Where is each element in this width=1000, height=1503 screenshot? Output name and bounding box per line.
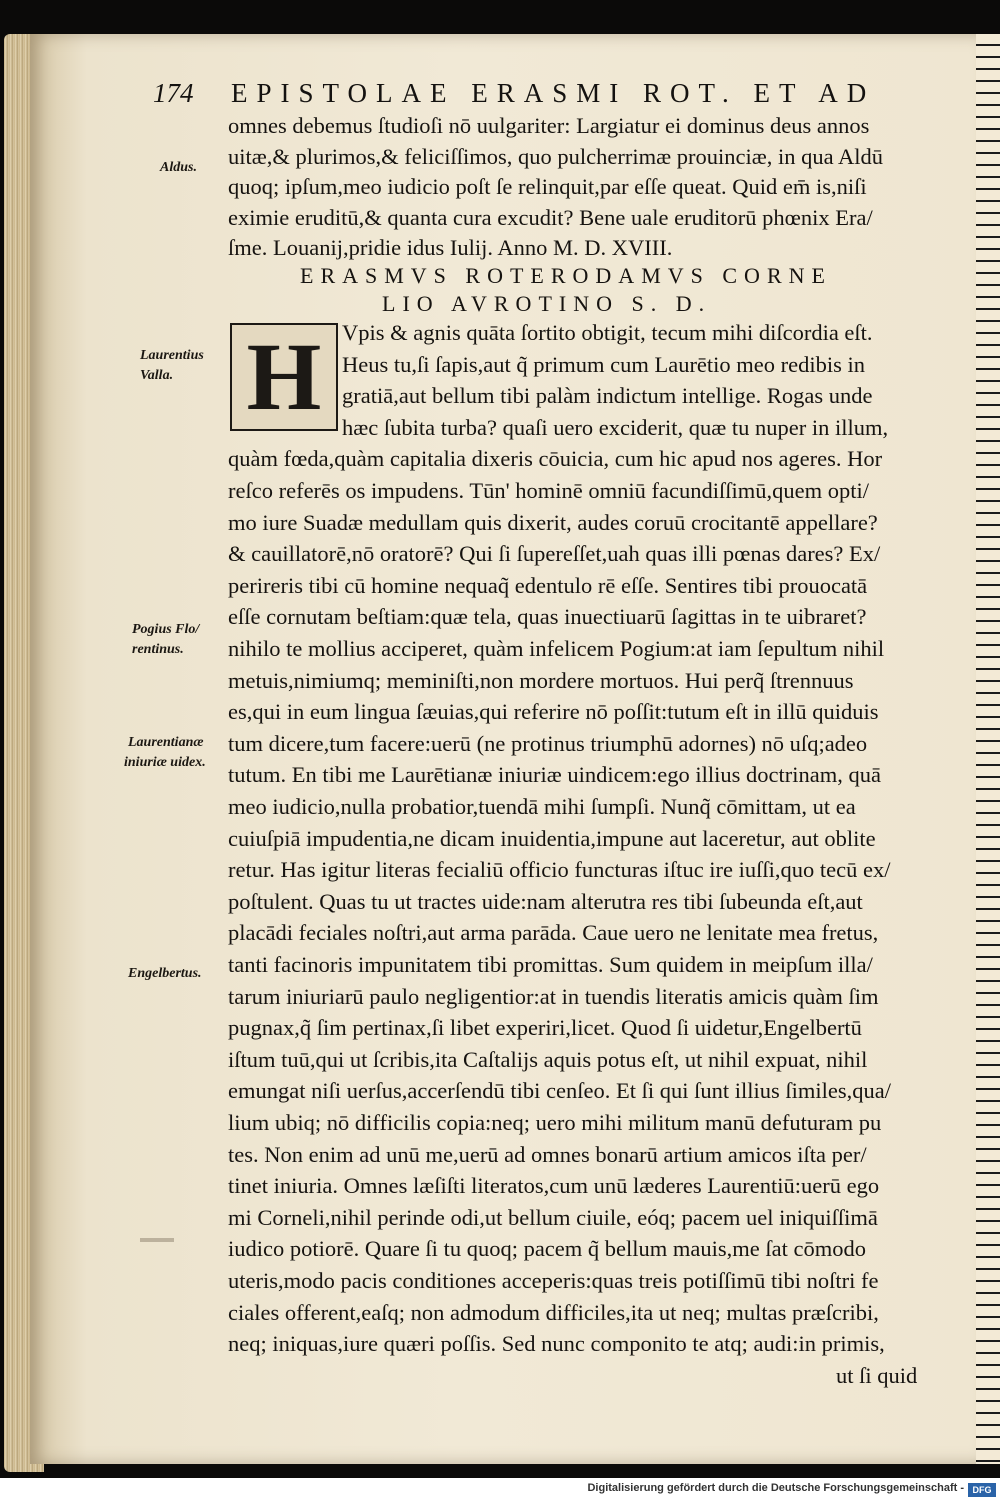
measuring-ruler — [976, 34, 1000, 1464]
running-header — [153, 78, 923, 112]
main-text-line-21: tanti facinoris impunitatem tibi promittas. Sum quidem in meipſum illa/ — [228, 952, 873, 977]
decorated-initial — [230, 323, 338, 431]
main-text-line-10: eſſe cornutam beſtiam:quæ tela, quas inuectiuarū ſagittas in te uibraret? — [228, 604, 867, 630]
main-text-line-31: uteris,modo pacis conditiones acceperis:quas treis potiſſimū tibi noſtri fe — [228, 1268, 879, 1293]
top-text-line-1: omnes debemus ſtudioſi nō uulgariter: Largiatur ei dominus deus annos — [228, 113, 870, 138]
main-text-line-19: poſtulent. Quas tu ut tractes uide:nam alterutra res tibi ſubeunda eſt,aut — [228, 888, 863, 914]
main-text-line-9: perireris tibi cū homine nequaq̃ edentulo rē eſſe. Sentires tibi prouocatā — [228, 572, 868, 598]
main-text-line-13: es,qui in eum lingua ſæuias,qui referire nō poſſit:tutum eſt in illū quiduis — [228, 699, 879, 725]
margin-note-laurentius: Laurentius — [140, 348, 204, 363]
main-text-line-5: quàm fœda,quàm capitalia dixeris cōuicia, cum hic apud nos ageres. Hor — [228, 446, 883, 472]
margin-note-pogius: Pogius Flo/ — [132, 622, 200, 637]
initial-letter: H — [246, 323, 322, 430]
margin-note-valla: Valla. — [140, 368, 174, 383]
main-text-line-22: tarum iniuriarū paulo negligentior:at in tuendis literatis amicis quàm ſim — [228, 983, 879, 1009]
main-text-line-29: mi Corneli,nihil perinde odi,ut bellum ciuile, eóq; pacem uel iniquiſſimā — [228, 1204, 878, 1230]
margin-note-aldus: Aldus. — [160, 160, 197, 175]
main-text-line-12: metuis,nimiumq; meminiſti,non mordere mortuos. Hui perq̃ ſtrennuus — [228, 667, 854, 693]
main-text-line-4: hæc ſubita turba? quaſi uero exciderit, quæ tu nuper in illum, — [342, 414, 889, 440]
main-text-line-6: reſco referēs os impudens. Tūn' hominē omniū facundiſſimū,quem opti/ — [228, 478, 870, 503]
main-text-line-15: tutum. En tibi me Laurētianæ iniuriæ uindicem:ego illius doctrinam, quā — [228, 762, 882, 788]
footer-credit: Digitalisierung gefördert durch die Deutsche Forschungsgemeinschaft - — [587, 1482, 964, 1494]
main-text-line-32: ciales offerent,eaſq; non admodum difficiles,ita ut neq; multas præſcribi, — [228, 1299, 879, 1325]
main-text-line-8: & cauillatorē,nō oratorē? Qui ſi ſupereſſet,uah quas illi pœnas dares? Ex/ — [228, 541, 881, 567]
top-text-line-5: ſme. Louanij,pridie idus Iulij. Anno M. D. XVIII. — [228, 235, 673, 261]
main-text-line-2: Heus tu,ſi ſapis,aut q̃ primum cum Laurētio meo redibis in — [342, 351, 866, 377]
top-text-line-4: eximie eruditū,& quanta cura excudit? Bene uale eruditorū phœnix Era/ — [228, 204, 873, 230]
footer-bar — [0, 1478, 1000, 1503]
margin-note-iniuriae-uindex: iniuriæ uidex. — [124, 755, 206, 770]
main-text-line-26: lium ubiq; nō difficilis copia:neq; uero mihi militum manū defuturam pu — [228, 1110, 882, 1135]
ink-mark — [140, 1238, 174, 1242]
main-text-line-17: cuiuſpiā impudentia,ne dicam inuidentia,impune aut laceretur, aut oblite — [228, 825, 876, 851]
main-text-line-33: neq; iniquas,iure quæri poſſis. Sed nunc componito te atq; audi:in primis, — [228, 1331, 885, 1357]
main-text-line-20: placādi feciales noſtri,aut arma parāda. Caue uero ne lenitate mea fretus, — [228, 920, 879, 946]
main-text-line-27: tes. Non enim ad unū me,uerū ad omnes bonarū artium amicos iſta per/ — [228, 1141, 867, 1167]
main-text-line-28: tinet iniuria. Omnes læſiſti literatos,cum unū læderes Laurentiū:uerū ego — [228, 1173, 880, 1199]
main-text-line-3: gratiā,aut bellum tibi palàm indictum intellige. Rogas unde — [342, 383, 873, 409]
top-text-line-3: quoq; ipſum,meo iudicio poſt ſe relinquit,par eſſe queat. Quid em̄ is,niſi — [228, 174, 867, 200]
top-text-line-2: uitæ,& plurimos,& feliciſſimos, quo pulcherrimæ prouinciæ, in qua Aldū — [228, 143, 883, 169]
main-text-line-7: mo iure Suadæ medullam quis dixerit, audes coruū crocitantē appellare? — [228, 509, 878, 535]
letter-title-line-1: ERASMVS ROTERODAMVS CORNE — [300, 263, 832, 288]
main-text-line-11: nihilo te mollius acciperet, quàm infelicem Pogium:at iam ſepultum nihil — [228, 636, 885, 661]
letter-title-line-2: LIO AVROTINO S. D. — [382, 291, 712, 316]
running-title: EPISTOLAE ERASMI ROT. ET AD — [231, 78, 876, 108]
main-text-line-16: meo iudicio,nulla probatior,tuendā mihi ſumpſi. Nunq̃ cōmittam, ut ea — [228, 794, 856, 819]
main-text-line-23: pugnax,q̃ ſim pertinax,ſi libet experiri,licet. Quod ſi uidetur,Engelbertū — [228, 1015, 862, 1041]
page-number: 174 — [153, 78, 194, 108]
main-text-line-14: tum dicere,tum facere:uerū (ne protinus triumphū adornes) nō uſq;adeo — [228, 730, 868, 756]
main-text-line-18: retur. Has igitur literas fecialiū officio functuras iſtuc ire iuſſi,quo tecū ex/ — [228, 857, 891, 883]
dfg-logo: DFG — [968, 1483, 996, 1497]
main-text-line-30: iudico potiorē. Quare ſi tu quoq; pacem q̃ bellum mauis,me ſat cōmodo — [228, 1236, 866, 1262]
margin-note-engelbertus: Engelbertus. — [128, 966, 202, 981]
main-text-line-34: ut ſi quid — [836, 1362, 918, 1388]
margin-note-florentinus: rentinus. — [132, 642, 184, 657]
main-text-line-1: Vpis & agnis quāta ſortito obtigit, tecum mihi diſcordia eſt. — [342, 320, 873, 345]
main-text-line-24: iſtum tuū,qui ut ſcribis,ita Caſtalijs aquis potus eſt, ut nihil expuat, nihil — [228, 1046, 868, 1072]
margin-note-laurentianae: Laurentianæ — [128, 735, 204, 750]
main-text-line-25: emungat niſi uerſus,accerſendū tibi cenſeo. Et ſi qui ſunt illius ſimiles,qua/ — [228, 1078, 891, 1104]
